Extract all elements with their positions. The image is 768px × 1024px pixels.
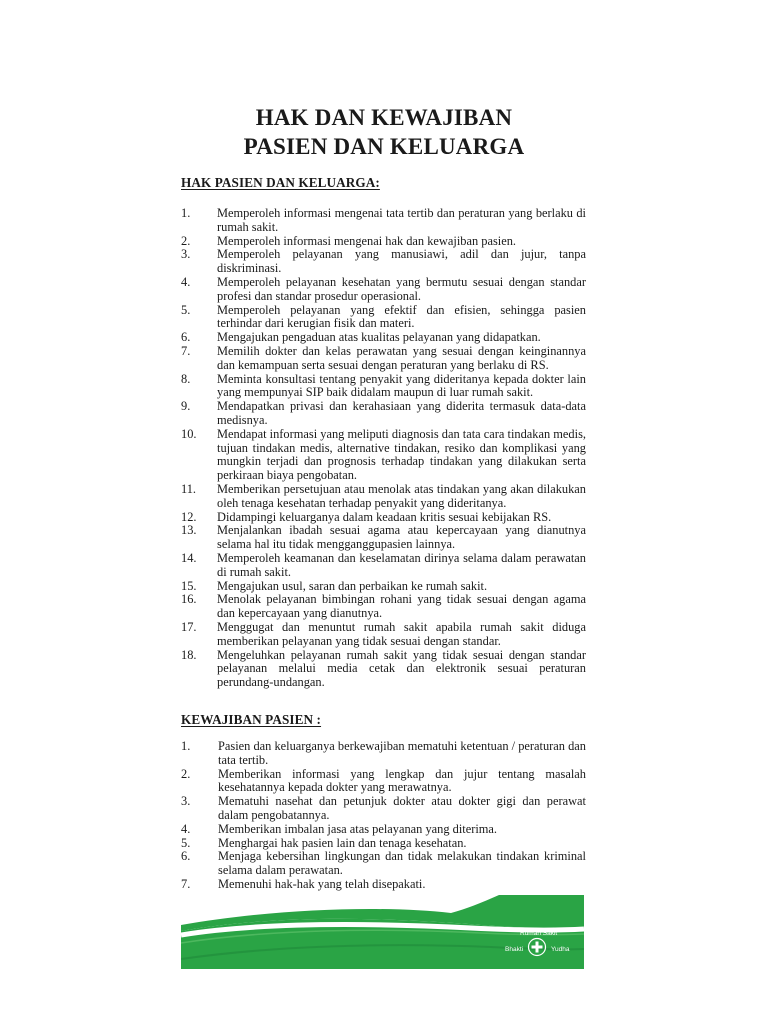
duties-item-number: 1. bbox=[181, 739, 191, 753]
brand-word-1: Bhakti bbox=[505, 946, 524, 953]
rights-item bbox=[181, 248, 586, 276]
rights-item-text: Mendapatkan privasi dan kerahasiaan yang diderita termasuk data-data medisnya. bbox=[217, 399, 586, 427]
rights-item-text: Mendapat informasi yang meliputi diagnosis dan tata cara tindakan medis, tujuan tindakan medis, alternative tindakan, resiko dan komplikasi yang mungkin terjadi dan prognosis terhadap tindakan yang dilakukan serta perkiraan biaya pengobatan. bbox=[217, 426, 586, 483]
rights-item-number: 7. bbox=[181, 343, 191, 358]
rights-item-number: 11. bbox=[181, 481, 197, 496]
rights-item bbox=[181, 524, 586, 552]
brand-word-2: Yudha bbox=[551, 946, 570, 953]
rights-item-number: 5. bbox=[181, 302, 191, 317]
rights-item bbox=[181, 649, 586, 690]
duties-item-number: 3. bbox=[181, 794, 191, 809]
rights-item-text: Meminta konsultasi tentang penyakit yang dideritanya kepada dokter lain yang mempunyai SIP baik didalam maupun di luar rumah sakit. bbox=[217, 371, 586, 400]
rights-item-text: Memperoleh informasi mengenai tata tertib dan peraturan yang berlaku di rumah sakit. bbox=[217, 206, 586, 234]
footer-banner bbox=[181, 895, 584, 969]
duties-item-number: 6. bbox=[181, 849, 191, 864]
rights-item-number: 12. bbox=[181, 509, 197, 524]
rights-item-number: 1. bbox=[181, 206, 191, 220]
rights-item-text: Mengeluhkan pelayanan rumah sakit yang tidak sesuai dengan standar pelayanan melalui media cetak dan elektronik sesuai peraturan perundang-undangan. bbox=[217, 647, 586, 690]
duties-item bbox=[181, 795, 586, 823]
duties-item-text: Mematuhi nasehat dan petunjuk dokter atau dokter gigi dan perawat dalam pengobatannya. bbox=[218, 794, 586, 822]
rights-item-text: Didampingi keluarganya dalam keadaan kritis sesuai kebijakan RS. bbox=[217, 509, 552, 524]
rights-item-text: Memperoleh pelayanan yang manusiawi, adil dan jujur, tanpa diskriminasi. bbox=[217, 247, 586, 276]
rights-list bbox=[181, 207, 586, 690]
brand-line-1: Rumah Sakit bbox=[520, 930, 558, 937]
rights-item-text: Mengajukan usul, saran dan perbaikan ke rumah sakit. bbox=[217, 578, 488, 593]
rights-item-text: Memberikan persetujuan atau menolak atas tindakan yang akan dilakukan oleh tenaga kesehatan terhadap penyakit yang dideritanya. bbox=[217, 481, 586, 510]
rights-item-text: Memilih dokter dan kelas perawatan yang sesuai dengan keinginannya dan kemampuan serta sesuai dengan peraturan yang berlaku di RS. bbox=[217, 343, 586, 372]
rights-item bbox=[181, 428, 586, 483]
duties-item bbox=[181, 850, 586, 878]
rights-item bbox=[181, 580, 586, 594]
rights-item-text: Memperoleh informasi mengenai hak dan kewajiban pasien. bbox=[217, 233, 516, 248]
rights-item-number: 18. bbox=[181, 647, 197, 662]
duties-item bbox=[181, 768, 586, 796]
footer-banner-graphic bbox=[181, 895, 584, 969]
rights-item-number: 16. bbox=[181, 592, 197, 607]
duties-heading: KEWAJIBAN PASIEN : bbox=[181, 712, 322, 727]
rights-item bbox=[181, 593, 586, 621]
rights-heading: HAK PASIEN DAN KELUARGA: bbox=[181, 175, 380, 190]
rights-item bbox=[181, 235, 586, 249]
rights-item-text: Mengajukan pengaduan atas kualitas pelayanan yang didapatkan. bbox=[217, 330, 541, 345]
duties-item-text: Memberikan imbalan jasa atas pelayanan yang diterima. bbox=[218, 821, 498, 836]
rights-item bbox=[181, 207, 586, 235]
duties-item bbox=[181, 837, 586, 851]
rights-item bbox=[181, 345, 586, 373]
rights-item-number: 9. bbox=[181, 399, 191, 414]
document-title bbox=[0, 103, 768, 161]
rights-item-text: Menolak pelayanan bimbingan rohani yang tidak sesuai dengan agama dan kepercayaan yang dianutnya. bbox=[217, 592, 586, 621]
rights-item-number: 13. bbox=[181, 523, 197, 538]
rights-item-number: 14. bbox=[181, 550, 197, 565]
rights-item bbox=[181, 373, 586, 401]
rights-item-number: 17. bbox=[181, 619, 197, 634]
rights-item-text: Menjalankan ibadah sesuai agama atau kepercayaan yang dianutnya selama hal itu tidak mengganggupasien lainnya. bbox=[217, 523, 586, 552]
rights-item-number: 6. bbox=[181, 330, 191, 345]
rights-item-number: 3. bbox=[181, 247, 191, 262]
rights-item-number: 2. bbox=[181, 233, 191, 248]
duties-item-text: Menjaga kebersihan lingkungan dan tidak melakukan tindakan kriminal selama dalam perawatan. bbox=[218, 849, 586, 878]
title-line-2: PASIEN DAN KELUARGA bbox=[243, 134, 525, 159]
duties-item-number: 5. bbox=[181, 835, 191, 850]
rights-item bbox=[181, 331, 586, 345]
rights-item bbox=[181, 483, 586, 511]
rights-item bbox=[181, 552, 586, 580]
duties-item bbox=[181, 878, 586, 892]
duties-item-number: 4. bbox=[181, 821, 191, 836]
duties-item bbox=[181, 823, 586, 837]
duties-list bbox=[181, 740, 586, 892]
rights-item bbox=[181, 621, 586, 649]
rights-item-number: 8. bbox=[181, 371, 191, 386]
rights-item bbox=[181, 304, 586, 332]
duties-item-text: Pasien dan keluarganya berkewajiban mematuhi ketentuan / peraturan dan tata tertib. bbox=[218, 739, 586, 767]
rights-item-text: Memperoleh pelayanan kesehatan yang bermutu sesuai dengan standar profesi dan standar prosedur operasional. bbox=[217, 274, 586, 303]
rights-item bbox=[181, 511, 586, 525]
duties-item-number: 7. bbox=[181, 876, 191, 891]
title-line-1: HAK DAN KEWAJIBAN bbox=[255, 105, 513, 130]
rights-item-text: Memperoleh pelayanan yang efektif dan efisien, sehingga pasien terhindar dari kerugian fisik dan materi. bbox=[217, 302, 586, 331]
duties-item-text: Menghargai hak pasien lain dan tenaga kesehatan. bbox=[218, 835, 467, 850]
duties-item-number: 2. bbox=[181, 766, 191, 781]
rights-item-text: Memperoleh keamanan dan keselamatan dirinya selama dalam perawatan di rumah sakit. bbox=[217, 550, 586, 579]
duties-item-text: Memberikan informasi yang lengkap dan jujur tentang masalah kesehatannya kepada dokter yang merawatnya. bbox=[218, 766, 586, 795]
duties-item-text: Memenuhi hak-hak yang telah disepakati. bbox=[218, 876, 426, 891]
rights-item-number: 15. bbox=[181, 578, 197, 593]
rights-item-number: 4. bbox=[181, 274, 191, 289]
duties-item bbox=[181, 740, 586, 768]
rights-item bbox=[181, 400, 586, 428]
rights-item-text: Menggugat dan menuntut rumah sakit apabila rumah sakit diduga memberikan pelayanan yang tidak sesuai dengan standar. bbox=[217, 619, 586, 648]
rights-item bbox=[181, 276, 586, 304]
rights-item-number: 10. bbox=[181, 426, 197, 441]
